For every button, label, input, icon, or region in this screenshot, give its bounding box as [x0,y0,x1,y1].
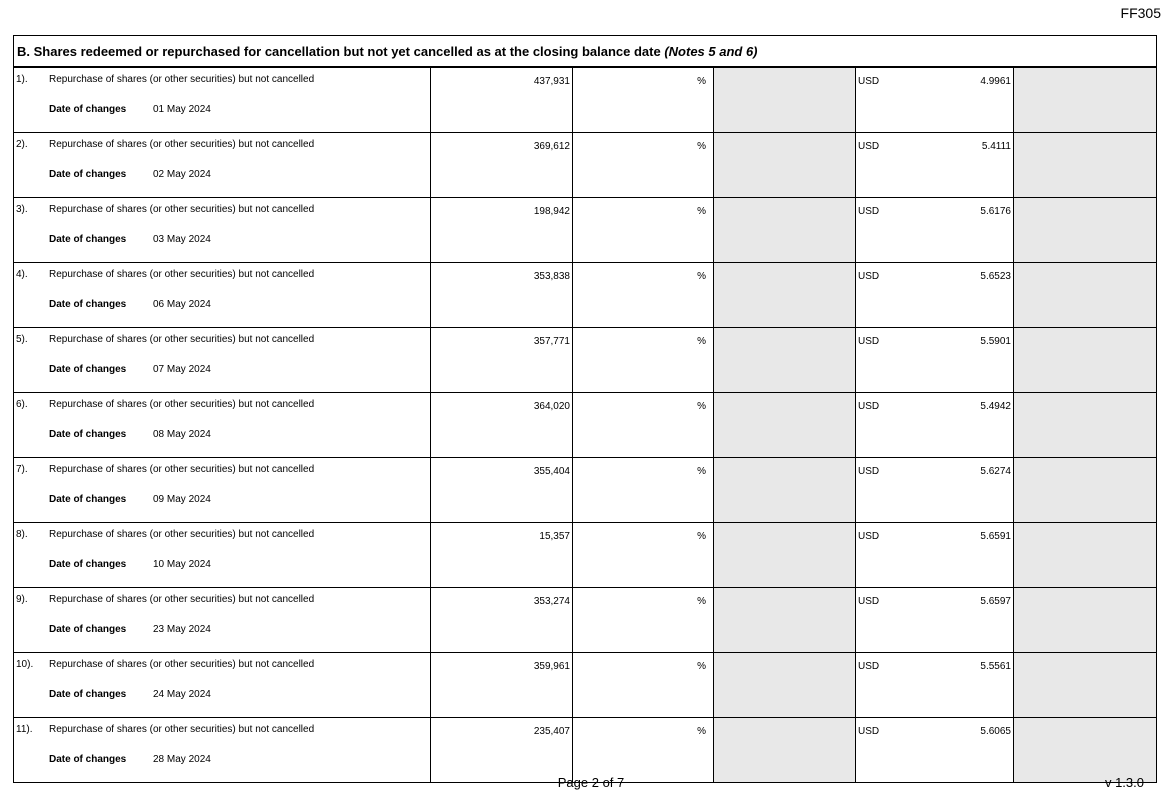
table-row [14,328,1157,393]
item-cell [14,198,431,263]
shaded-cell [714,133,856,198]
date-label: Date of changes [49,104,127,115]
shaded-cell [1014,263,1157,328]
item-number: 8). [16,529,28,540]
price-value: 5.4942 [980,401,1011,412]
shaded-cell [714,198,856,263]
table-row [14,523,1157,588]
shaded-cell [714,328,856,393]
item-label: Repurchase of shares (or other securities) but not cancelled [49,464,315,475]
shaded-cell [1014,523,1157,588]
table-row [14,458,1157,523]
shaded-cell [714,718,856,783]
date-label: Date of changes [49,494,127,505]
date-label: Date of changes [49,689,127,700]
date-label: Date of changes [49,299,127,310]
shaded-cell [714,393,856,458]
shares-value: 15,357 [431,523,573,588]
currency-code: USD [858,76,880,87]
item-cell [14,718,431,783]
date-value: 01 May 2024 [153,104,211,115]
shares-value: 437,931 [431,67,573,133]
item-label: Repurchase of shares (or other securities) but not cancelled [49,139,315,150]
shares-value: 357,771 [431,328,573,393]
table-row [14,263,1157,328]
date-label: Date of changes [49,364,127,375]
item-label: Repurchase of shares (or other securities) but not cancelled [49,594,315,605]
price-cell [856,393,1014,458]
price-value: 5.6523 [980,271,1011,282]
percent-sign: % [573,523,714,588]
date-label: Date of changes [49,429,127,440]
shares-value: 353,274 [431,588,573,653]
shares-value: 364,020 [431,393,573,458]
price-cell [856,523,1014,588]
price-value: 4.9961 [980,76,1011,87]
item-label: Repurchase of shares (or other securities) but not cancelled [49,269,315,280]
shaded-cell [1014,393,1157,458]
percent-sign: % [573,458,714,523]
item-number: 2). [16,139,28,150]
price-cell [856,718,1014,783]
currency-code: USD [858,661,880,672]
item-cell [14,393,431,458]
item-cell [14,458,431,523]
date-value: 10 May 2024 [153,559,211,570]
shaded-cell [714,67,856,133]
date-value: 09 May 2024 [153,494,211,505]
currency-code: USD [858,271,880,282]
percent-sign: % [573,588,714,653]
item-cell [14,67,431,133]
currency-code: USD [858,531,880,542]
shaded-cell [1014,458,1157,523]
item-cell [14,588,431,653]
date-value: 08 May 2024 [153,429,211,440]
date-label: Date of changes [49,169,127,180]
percent-sign: % [573,67,714,133]
shaded-cell [714,263,856,328]
price-cell [856,67,1014,133]
price-cell [856,198,1014,263]
item-number: 3). [16,204,28,215]
shares-value: 198,942 [431,198,573,263]
date-value: 06 May 2024 [153,299,211,310]
item-label: Repurchase of shares (or other securities) but not cancelled [49,334,315,345]
percent-sign: % [573,328,714,393]
price-cell [856,653,1014,718]
price-cell [856,328,1014,393]
price-value: 5.6274 [980,466,1011,477]
percent-sign: % [573,133,714,198]
item-number: 5). [16,334,28,345]
shares-value: 235,407 [431,718,573,783]
date-label: Date of changes [49,234,127,245]
currency-code: USD [858,596,880,607]
date-label: Date of changes [49,624,127,635]
page-number: Page 2 of 7 [557,775,625,790]
table-row [14,133,1157,198]
table-row [14,393,1157,458]
currency-code: USD [858,141,880,152]
item-number: 4). [16,269,28,280]
item-label: Repurchase of shares (or other securities) but not cancelled [49,399,315,410]
shaded-cell [1014,718,1157,783]
section-title-note: (Notes 5 and 6) [664,43,758,59]
date-value: 24 May 2024 [153,689,211,700]
item-cell [14,263,431,328]
item-label: Repurchase of shares (or other securities) but not cancelled [49,724,315,735]
currency-code: USD [858,206,880,217]
table-row [14,67,1157,133]
item-cell [14,653,431,718]
date-value: 03 May 2024 [153,234,211,245]
table-row [14,653,1157,718]
currency-code: USD [858,336,880,347]
item-number: 10). [16,659,34,670]
price-value: 5.4111 [981,141,1011,152]
date-value: 07 May 2024 [153,364,211,375]
percent-sign: % [573,393,714,458]
date-label: Date of changes [49,754,127,765]
form-code: FF305 [1120,5,1161,21]
table-row [14,198,1157,263]
date-value: 02 May 2024 [153,169,211,180]
table-row [14,588,1157,653]
price-cell [856,458,1014,523]
shaded-cell [714,653,856,718]
shaded-cell [1014,133,1157,198]
section-title-text: B. Shares redeemed or repurchased for cancellation but not yet cancelled as at the closing balance date [17,43,661,59]
shaded-cell [714,458,856,523]
item-number: 7). [16,464,28,475]
date-value: 23 May 2024 [153,624,211,635]
item-label: Repurchase of shares (or other securities) but not cancelled [49,529,315,540]
version-label: v 1.3.0 [1104,775,1144,790]
repurchase-table [13,35,1157,783]
item-label: Repurchase of shares (or other securities) but not cancelled [49,659,315,670]
shares-value: 353,838 [431,263,573,328]
item-cell [14,328,431,393]
item-number: 11). [16,724,33,735]
percent-sign: % [573,263,714,328]
price-value: 5.6176 [980,206,1011,217]
shaded-cell [1014,588,1157,653]
section-title [14,36,1157,68]
percent-sign: % [573,653,714,718]
date-value: 28 May 2024 [153,754,211,765]
shaded-cell [1014,328,1157,393]
price-value: 5.5901 [980,336,1011,347]
price-cell [856,133,1014,198]
currency-code: USD [858,726,880,737]
shaded-cell [1014,67,1157,133]
currency-code: USD [858,466,880,477]
item-cell [14,133,431,198]
percent-sign: % [573,718,714,783]
shaded-cell [714,523,856,588]
date-label: Date of changes [49,559,127,570]
percent-sign: % [573,198,714,263]
price-value: 5.6065 [980,726,1011,737]
shaded-cell [1014,198,1157,263]
shares-value: 359,961 [431,653,573,718]
item-label: Repurchase of shares (or other securities) but not cancelled [49,74,315,85]
price-value: 5.6591 [980,531,1011,542]
item-cell [14,523,431,588]
price-cell [856,588,1014,653]
shaded-cell [714,588,856,653]
item-number: 9). [16,594,28,605]
item-number: 1). [16,74,28,85]
currency-code: USD [858,401,880,412]
item-number: 6). [16,399,28,410]
shares-value: 355,404 [431,458,573,523]
table-row [14,718,1157,783]
item-label: Repurchase of shares (or other securities) but not cancelled [49,204,315,215]
shaded-cell [1014,653,1157,718]
price-value: 5.5561 [980,661,1011,672]
price-cell [856,263,1014,328]
price-value: 5.6597 [980,596,1011,607]
shares-value: 369,612 [431,133,573,198]
